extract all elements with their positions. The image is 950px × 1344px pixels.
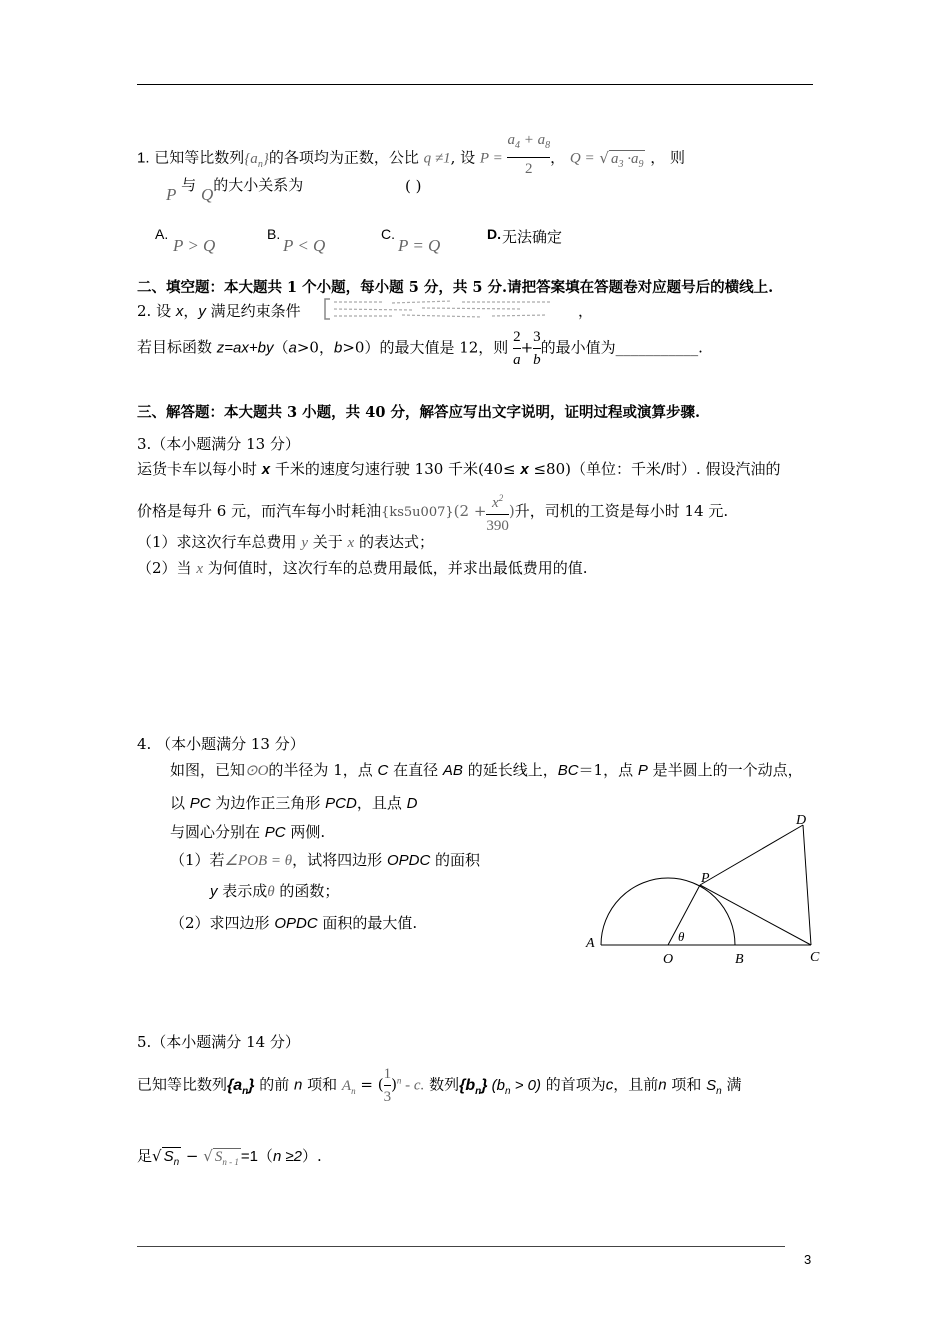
- q2-constraint-system: [322, 296, 572, 322]
- q1-comma: ，: [550, 148, 566, 167]
- q5-line2: 足√ $S_n$ − √ $S_{n - 1} =1(n \ge 2)$.: [137, 1147, 322, 1168]
- segment-pd: [700, 825, 803, 885]
- q1-line2-p: P: [166, 185, 177, 204]
- q1-option-c: P = Q: [398, 236, 441, 255]
- q1-text-b: 的各项均为正数，公比: [268, 148, 419, 167]
- q4-sub2: （2）求四边形 OPDC 面积的最大值.: [170, 914, 418, 932]
- q4-geometry-figure: [580, 805, 830, 975]
- q1-option-b-label: B.: [267, 226, 281, 242]
- q4-sub1-cont: y 表示成θ 的函数；: [210, 882, 340, 900]
- q5-head: 5.（本小题满分 14 分）: [137, 1033, 300, 1051]
- q1-q-condition: q ≠1: [423, 150, 451, 167]
- q4-line3: 与圆心分别在 PC 两侧.: [170, 823, 326, 841]
- q5-sqrt-sn: √ $S_n$: [152, 1147, 180, 1168]
- header-rule: [137, 84, 813, 85]
- q3-line1: 运货卡车以每小时 x 千米的速度匀速行驶 130 千米(40≤ x ≤80)（单位：千米/时）. 假设汽油的: [137, 460, 781, 478]
- q1-p-eq: P =: [479, 150, 503, 167]
- point-label-p: P: [701, 871, 710, 886]
- segment-dc: [803, 825, 811, 945]
- q1-text-a: 已知等比数列: [154, 148, 245, 167]
- q1-line1: [137, 132, 686, 177]
- q2-line2: 若目标函数 z=ax+by（a>0，b>0）的最大值是 12，则 $\frac{2}{a}$ + $\frac{3}{b}$ 的最小值为___________.: [137, 329, 703, 368]
- q1-option-d: 无法确定: [502, 228, 563, 246]
- q4-line2: 以 PC 为边作正三角形 PCD，且点 D: [170, 794, 418, 812]
- q5-line1: 已知等比数列$\{a_n\}$ 的前 n 项和 $A_n$ = ( $\frac{1}{3}$ )$^n$ - c. 数列$\{b_n\} (b_n > 0)$ 的首项为c，且前n 项和 $S_n$ 满: [137, 1066, 742, 1105]
- q5-fraction: $\frac{1}{3}$: [383, 1066, 392, 1105]
- q1-p-fraction: $\frac{a_4 + a_8}{2}$: [507, 132, 551, 177]
- q2-answer-blank[interactable]: ___________: [615, 338, 699, 357]
- q2-fraction-2-a: $\frac{2}{a}$: [513, 329, 521, 368]
- q3-sub1: （1）求这次行车总费用 y 关于 x 的表达式；: [137, 533, 434, 551]
- q3-sub2: （2）当 x 为何值时，这次行车的总费用最低，并求出最低费用的值.: [137, 559, 588, 577]
- q1-bracket: ( ): [405, 177, 422, 195]
- point-label-o: O: [663, 952, 674, 967]
- q1-seq: $\{a_n\}$: [244, 150, 269, 170]
- q2-fraction-3-b: $\frac{3}{b}$: [533, 329, 541, 368]
- point-label-d: D: [796, 813, 807, 828]
- q1-sqrt: √ $a_3 \cdot a_9$: [599, 148, 644, 170]
- semicircle: [601, 878, 735, 945]
- q4-sub1: （1）若∠POB = θ，试将四边形 OPDC 的面积: [170, 851, 481, 869]
- q1-options: [155, 226, 755, 260]
- q1-then: ， 则: [650, 148, 686, 167]
- q1-text-c: , 设: [450, 148, 476, 167]
- q1-number: 1.: [137, 149, 150, 167]
- q4-head: 4. （本小题满分 13 分）: [137, 735, 305, 753]
- q1-option-a: P > Q: [173, 236, 216, 255]
- segment-pc: [700, 885, 811, 945]
- q3-head: 3.（本小题满分 13 分）: [137, 435, 300, 453]
- q4-line1: 如图，已知⊙O的半径为 1，点 C 在直径 AB 的延长线上，BC＝1，点 P 是半圆上的一个动点，: [170, 761, 803, 779]
- section2-title: 二、填空题：本大题共 1 个小题，每小题 5 分，共 5 分.请把答案填在答题卷对应题号后的横线上.: [137, 279, 774, 296]
- point-label-a: A: [586, 936, 595, 951]
- q1-line2: [166, 174, 304, 204]
- point-label-b: B: [735, 952, 744, 967]
- q1-line2-q: Q: [200, 185, 214, 204]
- q1-option-a-label: A.: [155, 226, 169, 242]
- page-number: 3: [804, 1252, 812, 1267]
- q1-option-d-label: D.: [487, 226, 501, 242]
- q1-line2-text: 的大小关系为: [213, 176, 304, 194]
- q1-option-b: P < Q: [283, 236, 326, 255]
- angle-label-theta: θ: [678, 929, 685, 944]
- q3-fraction: $\frac{x^2}{390}$: [486, 493, 509, 534]
- q3-tag: {ks5u007}: [381, 505, 454, 520]
- point-label-c: C: [810, 950, 820, 965]
- q1-option-c-label: C.: [381, 226, 395, 242]
- footer-rule: [137, 1246, 785, 1247]
- section3-title: 三、解答题：本大题共 3 小题，共 40 分，解答应写出文字说明，证明过程或演算步骤.: [137, 404, 701, 421]
- q1-q-eq: Q =: [569, 150, 595, 167]
- q5-sqrt-sn1: √ $S_{n - 1}$: [203, 1147, 239, 1167]
- q2-line1-end: ，: [578, 302, 594, 320]
- q3-line2: 价格是每升 6 元，而汽车每小时耗油{ks5u007}(2 + $\frac{x^2}{390}$ )升，司机的工资是每小时 14 元.: [137, 488, 728, 532]
- q2-line1: 2. 设 x，y 满足约束条件: [137, 302, 301, 320]
- q1-line2-with: 与: [181, 176, 197, 194]
- q2-plus: +: [520, 338, 534, 357]
